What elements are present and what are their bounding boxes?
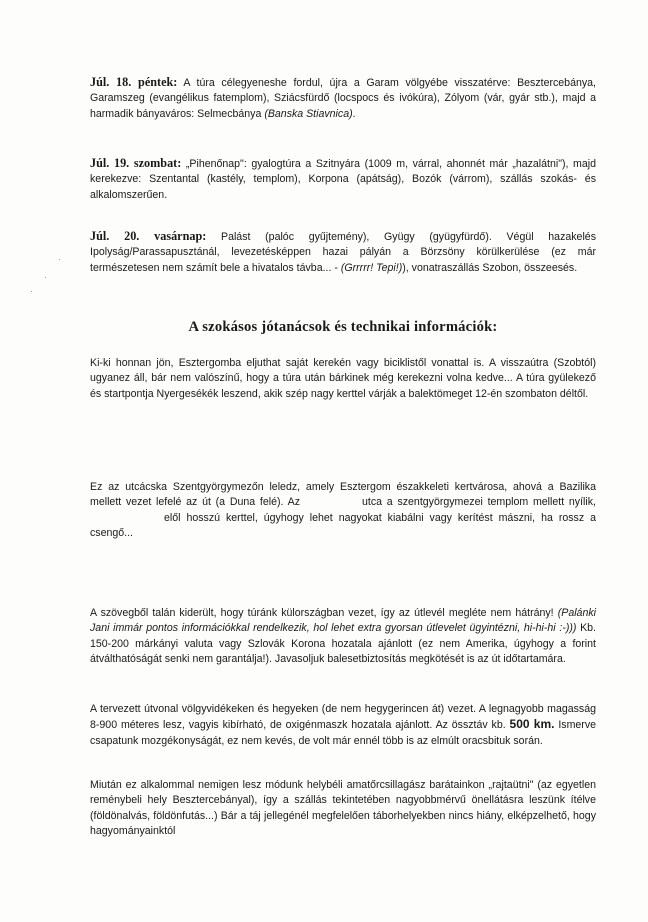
day-text-italic: (Grrrrr! Tepi!) (340, 261, 403, 274)
paragraph-route: A tervezett útvonal völgyvidékeken és hegyeken (de nem hegygerincen át) vezet. A legnagyobb magasság 8-900 méteres lesz, vagyis kibírható, de oxigénmaszk hozatala ajánlott. Az össztáv kb. 500 km. Ismerve csapatunk mozgékonyságát, ez nem kevés, de volt már ennél több is az elmúlt oracsbituk során. (90, 703, 597, 747)
section-title: A szokásos jótanácsok és technikai információk: (188, 319, 498, 335)
day-july-19 (90, 156, 596, 203)
day-july-18: Júl. 18. péntek: A túra célegyeneshe fordul, újra a Garam völgyébe visszatérve: Besztercebánya, Garamszeg (evangélikus fatemplom), Sziácsfürdő (locspocs és ivókúra), Zólyom (vár, gyár stb.), majd a harmadik bányaváros: Selmecbánya (Banska Stiavnica). (90, 75, 596, 120)
day-text: A túra célegyeneshe fordul, újra a Garam völgyébe visszatérve: Besztercebánya, Garamszeg (evangélikus fatemplom), Sziácsfürdő (locspocs és ivókúra), Zólyom (vár, gyár stb.), majd a harmadik bányaváros: Selmecbánya (90, 77, 596, 120)
day-label: Júl. 18. péntek: (90, 75, 178, 89)
total-distance: 500 km. (509, 717, 555, 732)
paragraph-location: Ez az utcácska Szentgyörgymezőn leledz, amely Esztergom északkeleti kertvárosa, ahová a Bazilika mellett vezet lefelé az út (a Duna felé). Az utca a szentgyörgymezei templom mellett nyílik,elől hosszú kerttel, úgyhogy lehet nagyokat kiabálni vagy kerítést mászni, ha rossz a csengő... (90, 481, 596, 540)
margin-mark: · (58, 254, 61, 264)
margin-mark: · (30, 286, 33, 296)
day-label: Júl. 20. vasárnap: (90, 229, 207, 243)
day-text: Palást (palóc gyűjtemény), Gyügy (gyügyfürdő). Végül hazakelés Ipolyság/Parassapusztánál, levezetésképpen hazai pályán a Börzsöny körülkerülése (ez már természetesen nem számít bele a hivatalos távba... - (90, 231, 596, 274)
paragraph-travel: Ki-ki honnan jön, Esztergomba eljuthat saját kerekén vagy biciklistől vonattal is. A visszaútra (Szobtól) ugyanez áll, bár nem valószínű, hogy a túra után bárkinek még kerekezni volna kedve... A túra gyülekező és startpontja Nyergesékék leszend, akik szép nagy kerttel várják a balektömeget 12-én szombaton déltől. (90, 357, 596, 400)
paragraph-passport: A szövegből talán kiderült, hogy túránk külországban vezet, így az útlevél meglétе nem hátrány! (Palánki Jani immár pontos információkkal rendelkezik, hol lehet extra gyorsan útlevelet ügyintézni, hi-hi-hi :-))) Kb. 150-200 márkányi valuta vagy Szlovák Korona hozatala ajánlott (ez nem Amerika, úgyhogy a forint átválthatóságát senki nem garantálja!). Javasoljuk balesetbiztosítás megkötését is az út időtartamára. (90, 607, 596, 666)
margin-mark: · (44, 272, 47, 282)
day-text: „Pihenőnap": gyalogtúra a Szitnyára (1009 m, várral, ahonnét már „hazalátni"), majd kerekezve: Szentantal (kastély, templom), Korpona (apátság), Bozók (várrom), szállás szokás- és alkalomszerűen. (90, 158, 596, 201)
paragraph-lodging: Miután ez alkalommal nemigen lesz módunk helybéli amatőrcsillagász barátainkon „rajtaütni" (az egyetlen reménybeli hely Besztercebányal), így a szállás tekintetében nagyobbmérvű önellátásra leszünk ítélve (földönalvás, földönfutás...) Bár a táj jellegénél megfelelően táborhelyekben nincs hiány, elképzelhető, hogy hagyományainktól (90, 779, 596, 838)
day-text-italic: (Banska Stiavnica) (264, 107, 353, 120)
day-label: Júl. 19. szombat: (90, 156, 182, 170)
day-july-20: Júl. 20. vasárnap: Palást (palóc gyűjtemény), Gyügy (gyügyfürdő). Végül hazakelés Ipolyság/Parassapusztánál, levezetésképpen hazai pályán a Börzsöny körülkerülése (ez már természetesen nem számít bele a hivatalos távba... - (Grrrrr! Tepi!)), vonatraszállás Szobon, összeesés. (90, 229, 596, 274)
